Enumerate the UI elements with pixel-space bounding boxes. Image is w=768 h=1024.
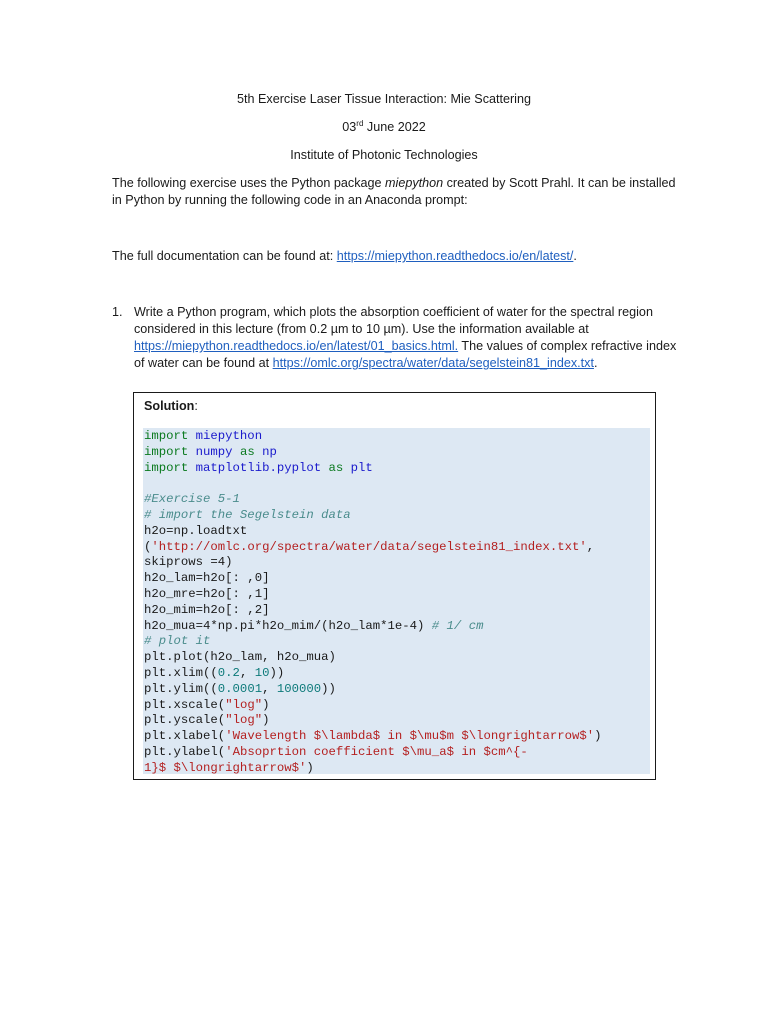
code-line bbox=[144, 508, 650, 524]
segelstein-data-link[interactable]: https://omlc.org/spectra/water/data/segelstein81_index.txt bbox=[272, 356, 594, 370]
code-number: 0.2 bbox=[217, 665, 240, 680]
code-keyword: as bbox=[232, 444, 263, 459]
code-text: ) bbox=[262, 697, 270, 712]
code-text: h2o_mim=h2o[: ,2] bbox=[144, 602, 270, 617]
code-text: , bbox=[239, 665, 255, 680]
code-text: )) bbox=[269, 665, 285, 680]
package-name: miepython bbox=[385, 176, 444, 190]
solution-label-colon: : bbox=[194, 399, 198, 413]
documentation-link[interactable]: https://miepython.readthedocs.io/en/latest/ bbox=[336, 249, 574, 263]
code-number: 0.0001 bbox=[217, 681, 263, 696]
code-text: h2o=np.loadtxt bbox=[144, 523, 248, 538]
code-string: 'Wavelength $\lambda$ in $\mu$m $\longrightarrow$' bbox=[225, 729, 595, 744]
code-comment: # 1/ cm bbox=[431, 618, 484, 633]
code-number: 100000 bbox=[276, 681, 322, 696]
date-day: 03 bbox=[342, 120, 357, 134]
code-line bbox=[144, 745, 650, 761]
code-text: , bbox=[586, 539, 595, 554]
solution-box bbox=[133, 392, 656, 780]
code-line bbox=[144, 445, 650, 461]
code-text: ) bbox=[594, 729, 602, 744]
code-line bbox=[144, 650, 650, 666]
code-text: plt.ylabel( bbox=[144, 744, 226, 759]
code-string: 'http://omlc.org/spectra/water/data/segelstein81_index.txt' bbox=[151, 539, 587, 554]
code-line bbox=[144, 524, 650, 540]
code-text: plt.xlabel( bbox=[144, 729, 226, 744]
code-line bbox=[144, 761, 650, 777]
code-module: np bbox=[262, 444, 277, 459]
documentation-text: The full documentation can be found at: bbox=[112, 249, 337, 263]
code-number: 10 bbox=[254, 665, 270, 680]
document-date bbox=[0, 120, 768, 134]
code-line bbox=[144, 603, 650, 619]
solution-label bbox=[144, 399, 198, 413]
code-string: "log" bbox=[225, 697, 263, 712]
code-line bbox=[144, 682, 650, 698]
code-text: , bbox=[262, 681, 277, 696]
code-text: ( bbox=[144, 539, 152, 554]
code-comment: #Exercise 5-1 bbox=[144, 492, 240, 507]
exercise-text-start: Write a Python program, which plots the absorption coefficient of water for the spectral region considered in this lecture (from 0.2 µm to 10 µm). Use the information available at bbox=[134, 305, 653, 336]
code-string: 1}$ $\longrightarrow$' bbox=[144, 760, 307, 775]
code-line bbox=[144, 729, 650, 745]
code-line bbox=[144, 429, 650, 445]
code-line bbox=[144, 461, 650, 477]
code-text: plt.plot(h2o_lam, h2o_mua) bbox=[144, 650, 336, 665]
code-line bbox=[144, 619, 650, 635]
documentation-paragraph bbox=[112, 248, 682, 265]
code-line bbox=[144, 540, 650, 556]
code-text: ) bbox=[306, 760, 314, 775]
exercise-text bbox=[134, 304, 679, 372]
code-comment: # plot it bbox=[144, 634, 211, 649]
code-text: ) bbox=[262, 713, 270, 728]
date-ordinal-suffix: rd bbox=[356, 118, 364, 128]
code-block[interactable] bbox=[143, 428, 650, 774]
code-text: skiprows =4) bbox=[144, 555, 233, 570]
code-module: numpy bbox=[195, 444, 233, 459]
code-keyword: import bbox=[144, 444, 196, 459]
date-month-year: June 2022 bbox=[363, 120, 426, 134]
code-keyword: import bbox=[144, 460, 196, 475]
code-line bbox=[144, 587, 650, 603]
documentation-end: . bbox=[573, 249, 577, 263]
code-line bbox=[144, 698, 650, 714]
code-line bbox=[144, 571, 650, 587]
intro-text-start: The following exercise uses the Python package bbox=[112, 176, 386, 190]
miepython-basics-link[interactable]: https://miepython.readthedocs.io/en/latest/01_basics.html. bbox=[134, 339, 459, 353]
intro-text-end: created by Scott Prahl. It can be installed in Python by running the following code in an Anaconda prompt: bbox=[112, 176, 676, 207]
solution-label-text: Solution bbox=[144, 399, 195, 413]
code-string: "log" bbox=[225, 713, 263, 728]
code-text: h2o_mua=4*np.pi*h2o_mim/(h2o_lam*1e-4) bbox=[144, 618, 432, 633]
code-text: plt.xlim(( bbox=[144, 665, 218, 680]
code-comment: # import the Segelstein data bbox=[144, 507, 351, 522]
code-line bbox=[144, 476, 650, 492]
code-module: plt bbox=[350, 460, 373, 475]
exercise-text-end: . bbox=[593, 356, 598, 370]
code-line bbox=[144, 713, 650, 729]
code-keyword: as bbox=[321, 460, 351, 475]
exercise-text-middle: The values of complex refractive index of water can be found at bbox=[134, 339, 677, 370]
intro-paragraph bbox=[112, 175, 682, 209]
code-text: )) bbox=[321, 681, 336, 696]
exercise-number: 1. bbox=[112, 305, 123, 319]
code-module: matplotlib.pyplot bbox=[195, 460, 322, 475]
code-keyword: import bbox=[144, 429, 196, 443]
code-string: 'Absoprtion coefficient $\mu_a$ in $cm^{- bbox=[225, 744, 528, 759]
institute-name: Institute of Photonic Technologies bbox=[290, 148, 478, 162]
code-text: h2o_mre=h2o[: ,1] bbox=[144, 586, 270, 601]
code-text: plt.yscale( bbox=[144, 713, 226, 728]
document-title: 5th Exercise Laser Tissue Interaction: Mie Scattering bbox=[237, 92, 531, 106]
code-line bbox=[144, 666, 650, 682]
code-line bbox=[144, 492, 650, 508]
code-text: h2o_lam=h2o[: ,0] bbox=[144, 571, 270, 586]
code-line bbox=[144, 555, 650, 571]
code-text: plt.ylim(( bbox=[144, 681, 218, 696]
code-line bbox=[144, 634, 650, 650]
code-module: miepython bbox=[195, 429, 263, 443]
code-text: plt.xscale( bbox=[144, 697, 226, 712]
